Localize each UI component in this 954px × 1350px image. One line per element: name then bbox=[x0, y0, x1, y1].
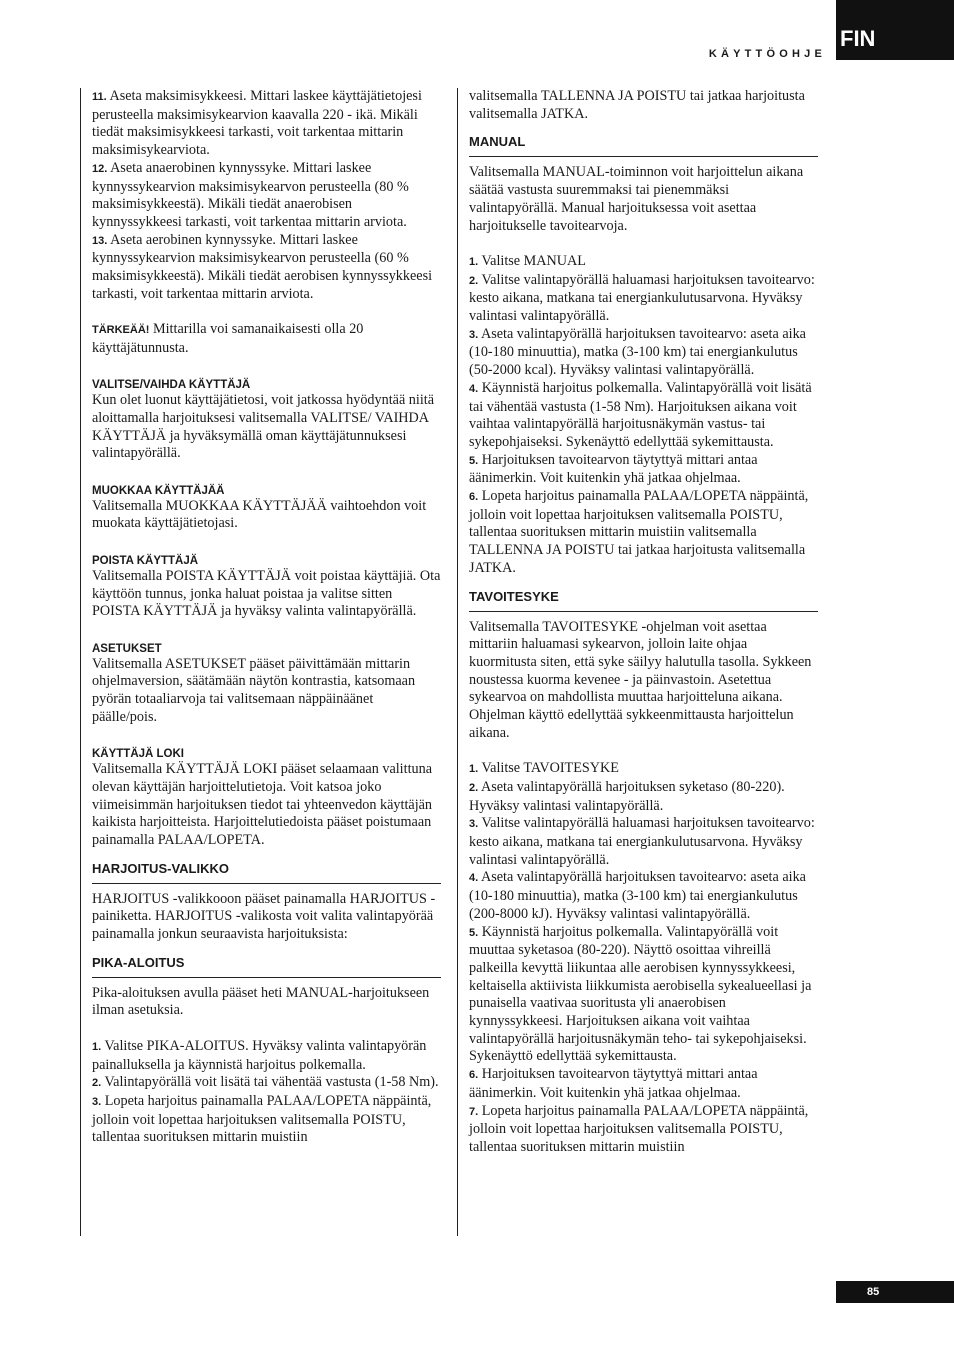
language-tab: FIN bbox=[836, 0, 954, 60]
step-text: Aseta maksimisykkeesi. Mittari laskee käyttäjätietojesi perusteella maksimisykearvion kaavalla 220 - ikä. Mikäli tiedät maksimisykkeesi tarkasti, voit tarkentaa mittarin maksimisykearviota. bbox=[92, 88, 422, 159]
step-text: Aseta aerobinen kynnyssyke. Mittari laskee kynnyssykearvion maksimisykearvon perusteella (60 % maksimisykkeestä). Mikäli tiedät aerobisen kynnyssykkeesi tarkasti, voit tarkentaa mittarin arviota. bbox=[92, 231, 433, 302]
step-number: 5. bbox=[469, 454, 479, 467]
subheading-asetukset: ASETUKSET bbox=[92, 642, 162, 655]
step-item bbox=[92, 160, 441, 232]
step-text: Harjoituksen tavoitearvon täytyttyä mittari antaa äänimerkin. Voit kuitenkin yhä jatkaa ohjelmaa. bbox=[469, 451, 758, 487]
step-text: Aseta valintapyörällä harjoituksen tavoitearvo: aseta aika (10-180 minuuttia), matka (3-100 km) tai energiankulutus (200-8000 kJ). Hyväksy valintasi valintapyörällä. bbox=[469, 869, 806, 922]
step-item bbox=[469, 779, 818, 815]
step-number: 2. bbox=[469, 274, 479, 287]
heading-tavoitesyke: TAVOITESYKE bbox=[469, 587, 818, 612]
step-text: Aseta anaerobinen kynnyssyke. Mittari laskee kynnyssykearvion maksimisykearvon perusteella (80 % maksimisykkeestä). Mikäli tiedät anaerobisen kynnyssykkeesi tarkasti, voit tarkentaa mittarin arviota. bbox=[92, 159, 409, 230]
step-item bbox=[469, 380, 818, 452]
step-number: 4. bbox=[469, 382, 479, 395]
continuation-text: valitsemalla TALLENNA JA POISTU tai jatkaa harjoitusta valitsemalla JATKA. bbox=[469, 88, 805, 122]
step-item bbox=[469, 1103, 818, 1157]
step-text: Valintapyörällä voit lisätä tai vähentää vastusta (1-58 Nm). bbox=[104, 1074, 439, 1091]
section-text: Valitsemalla MANUAL-toiminnon voit harjoittelun aikana säätää vastusta suuremmaksi tai pienemmäksi valintapyörällä. Manual harjoituksessa voit asettaa harjoitukselle tavoitearvoja. bbox=[469, 164, 804, 234]
step-number: 6. bbox=[469, 1069, 479, 1082]
step-number: 13. bbox=[92, 234, 108, 247]
step-item bbox=[469, 924, 818, 1067]
right-column bbox=[457, 88, 818, 1236]
step-number: 11. bbox=[92, 91, 107, 103]
section-text: HARJOITUS -valikkooon pääset painamalla HARJOITUS -painiketta. HARJOITUS -valikosta voit valita valintapyörää painamalla jonkun seuraavista harjoituksista: bbox=[92, 890, 436, 943]
important-text: Mittarilla voi samanaikaisesti olla 20 käyttäjätunnusta. bbox=[92, 321, 364, 356]
step-text: Lopeta harjoitus painamalla PALAA/LOPETA näppäintä, jolloin voit lopettaa harjoituksen valitsemalla POISTU, tallentaa suorituksen mittarin muistiin bbox=[92, 1092, 432, 1146]
section-text: Valitsemalla KÄYTTÄJÄ LOKI pääset selaamaan valittuna olevan käyttäjän harjoittelutietoja. Voit katsoa joko viimeisimmän harjoituksen tiedot tai yhteenvedon käyttäjän kaikista harjoitteista. Harjoittelutiedoista pääset poistumaan painamalla PALAA/LOPETA. bbox=[92, 761, 433, 848]
section-text: Kun olet luonut käyttäjätietosi, voit jatkossa hyödyntää niitä aloittamalla harjoituksesi valitsemalla VALITSE/ VAIHDA KÄYTTÄJÄ ja hyväksymällä oman käyttäjätunnuksesi valintapyörällä. bbox=[92, 392, 435, 462]
subheading-poista: POISTA KÄYTTÄJÄ bbox=[92, 554, 199, 567]
step-number: 1. bbox=[469, 255, 479, 268]
important-note bbox=[92, 321, 441, 357]
heading-pika-aloitus: PIKA-ALOITUS bbox=[92, 953, 441, 978]
page-number: 85 bbox=[836, 1281, 954, 1303]
step-text: Valitse valintapyörällä haluamasi harjoituksen tavoitearvo: kesto aikana, matkana tai energiankulutusarvona. Hyväksy valintasi valintapyörällä. bbox=[469, 271, 815, 325]
step-number: 2. bbox=[469, 781, 479, 794]
step-item bbox=[92, 232, 441, 304]
step-item bbox=[469, 488, 818, 578]
step-text: Aseta valintapyörällä harjoituksen tavoitearvo: aseta aika (10-180 minuuttia), matka (3-100 km) tai energiankulutus (50-2000 kcal). Hyväksy valintasi valintapyörällä. bbox=[469, 325, 806, 379]
step-item bbox=[469, 1066, 818, 1102]
step-item bbox=[469, 869, 818, 923]
left-column bbox=[80, 88, 441, 1236]
step-text: Valitse valintapyörällä haluamasi harjoituksen tavoitearvo: kesto aikana, matkana tai energiankulutusarvona. Hyväksy valintasi valintapyörällä. bbox=[469, 815, 815, 868]
step-number: 7. bbox=[469, 1105, 479, 1118]
step-number: 3. bbox=[469, 818, 479, 831]
step-text: Harjoituksen tavoitearvon täytyttyä mittari antaa äänimerkin. Voit kuitenkin yhä jatkaa ohjelmaa. bbox=[469, 1066, 758, 1101]
step-item bbox=[469, 815, 818, 869]
step-number: 5. bbox=[469, 926, 479, 939]
step-item bbox=[92, 1038, 441, 1074]
subheading-muokkaa: MUOKKAA KÄYTTÄJÄÄ bbox=[92, 484, 225, 497]
step-text: Valitse MANUAL bbox=[481, 252, 586, 269]
step-item bbox=[469, 272, 818, 326]
step-number: 4. bbox=[469, 872, 479, 885]
section-text: Pika-aloituksen avulla pääset heti MANUAL-harjoitukseen ilman asetuksia. bbox=[92, 984, 430, 1019]
step-text: Aseta valintapyörällä harjoituksen syketaso (80-220). Hyväksy valintasi valintapyörällä. bbox=[469, 778, 785, 814]
step-text: Valitse TAVOITESYKE bbox=[481, 760, 619, 777]
step-item bbox=[92, 1093, 441, 1147]
step-item bbox=[469, 760, 818, 779]
section-text: Valitsemalla MUOKKAA KÄYTTÄJÄÄ vaihtoehdon voit muokata käyttäjätietojasi. bbox=[92, 497, 427, 532]
section-label: KÄYTTÖOHJE bbox=[708, 48, 826, 60]
step-item bbox=[92, 1074, 441, 1093]
step-item bbox=[469, 326, 818, 380]
step-text: Lopeta harjoitus painamalla PALAA/LOPETA näppäintä, jolloin voit lopettaa harjoituksen valitsemalla POISTU, tallentaa suorituksen mittarin muistiin bbox=[469, 1102, 809, 1155]
step-number: 2. bbox=[92, 1077, 102, 1090]
heading-harjoitus-valikko: HARJOITUS-VALIKKO bbox=[92, 859, 441, 884]
heading-manual: MANUAL bbox=[469, 132, 818, 157]
step-item bbox=[469, 452, 818, 488]
step-number: 1. bbox=[469, 763, 479, 776]
step-number: 3. bbox=[469, 328, 479, 341]
step-text: Käynnistä harjoitus polkemalla. Valintapyörällä voit muuttaa syketasoa (80-220). Näyttö osoittaa vihreillä palkeilla kevyttä liikuntaa alle aerobisen kynnyssykkeesi, keltaisella aktiivista liikkumista aerobisella sykealueellasi ja punaisella vaativaa suoritusta yli anaerobisen kynnyssykkeesi. Harjoituksen aikana voit vaihtaa valintapyörällä harjoitusnäkymän teho- tai sykepohjaiseksi. Sykenäyttö edellyttää sykemittausta. bbox=[469, 923, 812, 1065]
step-item bbox=[92, 88, 441, 160]
important-label: TÄRKEÄÄ! bbox=[92, 324, 150, 337]
step-number: 1. bbox=[92, 1040, 102, 1053]
section-text: Valitsemalla ASETUKSET pääset päivittämään mittarin ohjelmaversion, säätämään näytön kontrastia, katsomaan pyörän totaaliarvoja tai valitsemaan näppäinäänet päälle/pois. bbox=[92, 655, 416, 725]
step-text: Valitse PIKA-ALOITUS. Hyväksy valinta valintapyörän painalluksella ja käynnistä harjoitus polkemalla. bbox=[92, 1037, 427, 1073]
subheading-loki: KÄYTTÄJÄ LOKI bbox=[92, 748, 184, 761]
step-number: 6. bbox=[469, 491, 479, 504]
subheading-valitse: VALITSE/VAIHDA KÄYTTÄJÄ bbox=[92, 379, 251, 392]
step-text: Käynnistä harjoitus polkemalla. Valintapyörällä voit lisätä tai vähentää vastusta (1-58 Nm). Harjoituksen aikana voit vaihtaa valintapyörällä harjoitusnäkymän vastus- tai sykepohjaiseksi. Sykenäyttö edellyttää sykemittausta. bbox=[469, 379, 812, 450]
step-number: 12. bbox=[92, 162, 108, 175]
step-number: 3. bbox=[92, 1095, 102, 1108]
step-text: Lopeta harjoitus painamalla PALAA/LOPETA näppäintä, jolloin voit lopettaa harjoituksen valitsemalla POISTU, tallentaa suorituksen mittarin muistiin valitsemalla TALLENNA JA POISTU tai jatkaa harjoitusta valitsemalla JATKA. bbox=[469, 488, 809, 576]
section-text: Valitsemalla TAVOITESYKE -ohjelman voit asettaa mittariin haluamasi sykearvon, jolloin laite ohjaa kuormitusta siten, että syke säilyy halutulla tasolla. Sykkeen noustessa kuorma kevenee - ja päinvastoin. Asetettua sykearvoa on mahdollista muuttaa harjoitteluna aikana. Ohjelman käyttö edellyttää sykkeenmittausta harjoittelun aikana. bbox=[469, 618, 812, 741]
step-item bbox=[469, 253, 818, 272]
section-text: Valitsemalla POISTA KÄYTTÄJÄ voit poistaa käyttäjiä. Ota käyttöön tunnus, jonka haluat poistaa ja valitse sitten POISTA KÄYTTÄJÄ ja hyväksy valinta valintapyörällä. bbox=[92, 567, 441, 620]
